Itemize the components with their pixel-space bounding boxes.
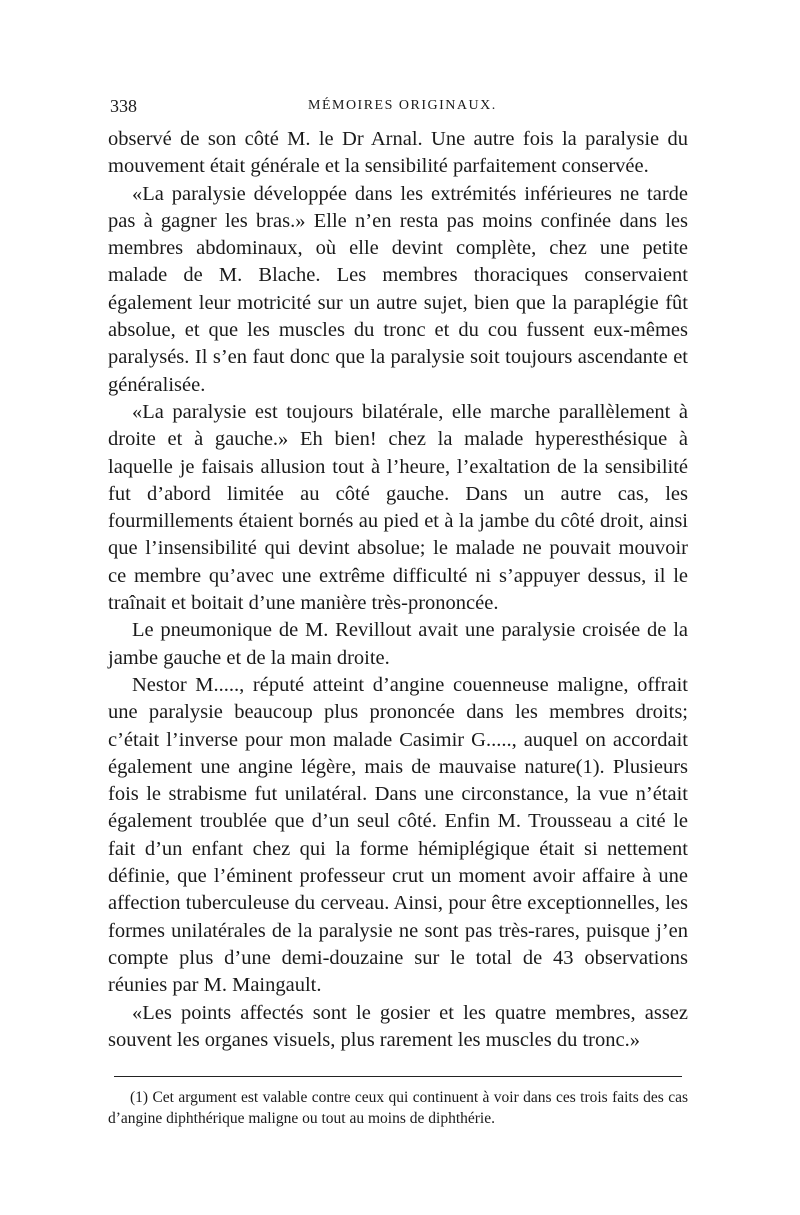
paragraph: observé de son côté M. le Dr Arnal. Une autre fois la paralysie du mouvement était générale et la sensibilité parfaitement conservée. [108,128,688,178]
body-text [108,126,688,1054]
paragraph: «La paralysie est toujours bilatérale, elle marche parallèlement à droite et à gauche.» Eh bien! chez la malade hyperesthésique à laquelle je faisais allusion tout à l’heure, l’exaltation de la sensibilité fut d’abord limitée au côté gauche. Dans un autre cas, les fourmillements étaient bornés au pied et à la jambe du côté droit, ainsi que l’insensibilité qui devint absolue; le malade ne pouvait mouvoir ce membre qu’avec une extrême difficulté ni s’appuyer dessus, il le traînait et boitait d’une manière très-prononcée. [108,400,688,615]
footnote: (1) Cet argument est valable contre ceux qui continuent à voir dans ces trois faits des cas d’angine diphthérique maligne ou tout au moins de diphthérie. [108,1089,688,1128]
page-header [108,94,688,126]
paragraph: «Les points affectés sont le gosier et les quatre membres, assez souvent les organes visuels, plus rarement les muscles du tronc.» [108,1001,688,1051]
running-title: MÉMOIRES ORIGINAUX. [308,98,497,113]
page [108,94,688,1145]
paragraph: «La paralysie développée dans les extrémités inférieures ne tarde pas à gagner les bras.» Elle n’en resta pas moins confinée dans les membres abdominaux, où elle devint complète, chez une petite malade de M. Blache. Les membres thoraciques conservaient également leur motricité sur un autre sujet, bien que la paraplégie fût absolue, et que les muscles du tronc et du cou fussent eux-mêmes paralysés. Il s’en faut donc que la paralysie soit toujours ascendante et généralisée. [108,182,688,396]
paragraph: Nestor M....., réputé atteint d’angine couenneuse maligne, offrait une paralysie beaucoup plus prononcée dans les membres droits; c’était l’inverse pour mon malade Casimir G....., auquel on accordait également une angine légère, mais de mauvaise nature(1). Plusieurs fois le strabisme fut unilatéral. Dans une circonstance, la vue n’était également troublée que d’un seul côté. Enfin M. Trousseau a cité le fait d’un enfant chez qui la forme hémiplégique était si nettement définie, que l’éminent professeur crut un moment avoir affaire à une affection tuberculeuse du cerveau. Ainsi, pour être exceptionnelles, les formes unilatérales de la paralysie ne sont pas très-rares, puisque j’en compte plus d’une demi-douzaine sur le total de 43 observations réunies par M. Maingault. [108,673,688,997]
paragraph: Le pneumonique de M. Revillout avait une paralysie croisée de la jambe gauche et de la main droite. [108,619,688,669]
page-number: 338 [110,96,137,116]
footnote-rule [114,1076,682,1077]
